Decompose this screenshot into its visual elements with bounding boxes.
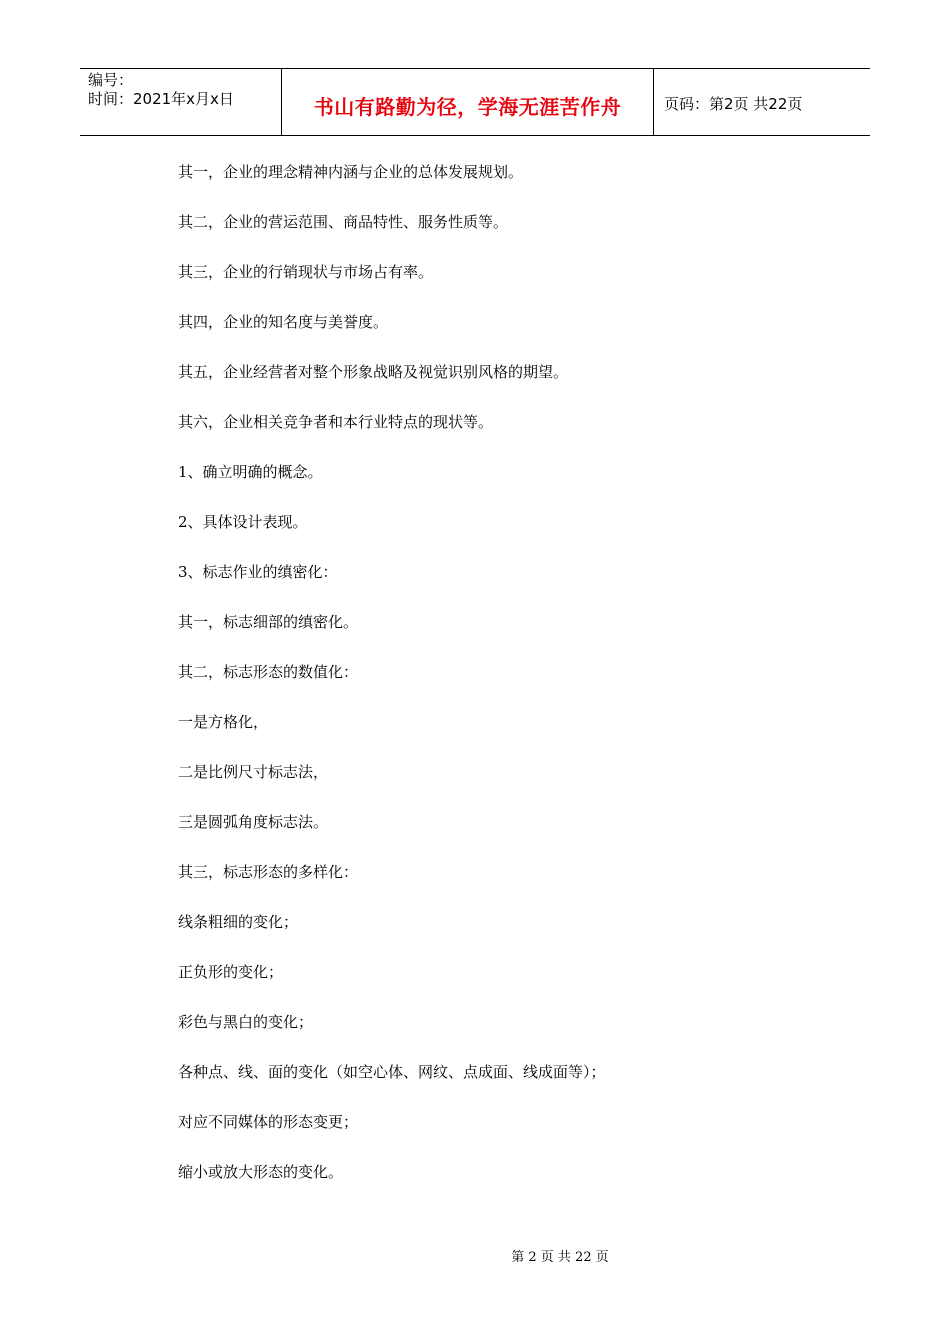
header-motto: 书山有路勤为径，学海无涯苦作舟	[282, 69, 654, 135]
header-meta	[80, 69, 282, 135]
body-line: 一是方格化，	[178, 713, 269, 731]
body-line: 缩小或放大形态的变化。	[178, 1163, 344, 1181]
body-line: 对应不同媒体的形态变更；	[178, 1113, 359, 1131]
body-line: 其四，企业的知名度与美誉度。	[178, 313, 389, 331]
body-line: 其一，企业的理念精神内涵与企业的总体发展规划。	[178, 163, 524, 181]
body-line: 二是比例尺寸标志法，	[178, 763, 329, 781]
body-line: 其六，企业相关竞争者和本行业特点的现状等。	[178, 413, 494, 431]
body-line: 其五，企业经营者对整个形象战略及视觉识别风格的期望。	[178, 363, 569, 381]
body-line: 3、标志作业的缜密化：	[178, 563, 338, 581]
page-header	[80, 68, 870, 136]
body-line: 正负形的变化；	[178, 963, 284, 981]
body-line: 2、具体设计表现。	[178, 513, 308, 531]
body-line: 其三，标志形态的多样化：	[178, 863, 359, 881]
header-page-info: 页码：第2页 共22页	[664, 94, 803, 113]
body-line: 各种点、线、面的变化（如空心体、网纹、点成面、线成面等）；	[178, 1063, 606, 1081]
body-line: 三是圆弧角度标志法。	[178, 813, 329, 831]
document-body	[178, 160, 858, 1210]
page-footer: 第 2 页 共 22 页	[511, 1250, 609, 1265]
body-line: 彩色与黑白的变化；	[178, 1013, 314, 1031]
body-line: 其一，标志细部的缜密化。	[178, 613, 359, 631]
number-label: 编号：	[88, 71, 134, 89]
body-line: 其二，标志形态的数值化：	[178, 663, 359, 681]
body-line: 线条粗细的变化；	[178, 913, 299, 931]
time-label: 时间：2021年x月x日	[88, 90, 234, 108]
body-line: 其二，企业的营运范围、商品特性、服务性质等。	[178, 213, 509, 231]
body-line: 1、确立明确的概念。	[178, 463, 323, 481]
body-line: 其三，企业的行销现状与市场占有率。	[178, 263, 434, 281]
